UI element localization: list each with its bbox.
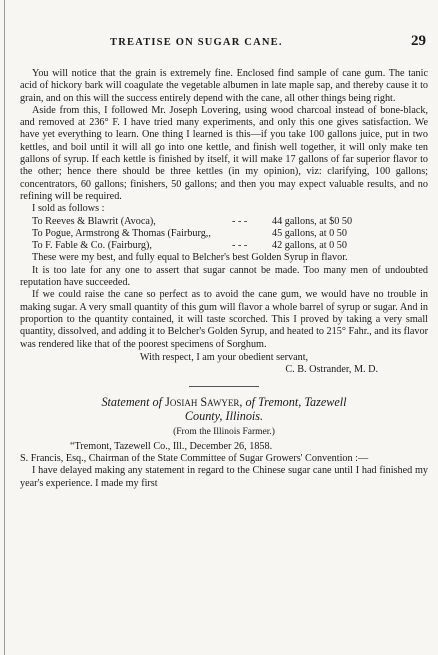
running-header [0, 33, 438, 55]
paragraph-too-late: It is too late for any one to assert that sugar cannot be made. Too many men of undoubted reputation have succeeded. [20, 264, 428, 289]
sale-leader: - - - [232, 215, 248, 227]
statement-opening: I have delayed making any statement in regard to the Chinese sugar cane until I had finished my year's experience. I made my first [20, 465, 428, 489]
sale-leader: - - - [232, 240, 248, 252]
paragraph-grain: You will notice that the grain is extremely fine. Enclosed find sample of cane gum. The tanic acid of hickory bark will coagulate the vegetable albumen in late maple sap, and thereby cause it to grain, and on this will the success entirely depend with the cane, all other things being right. [20, 68, 428, 104]
statement-author-name: Josiah Sawyer, [165, 395, 243, 410]
sale-row [20, 228, 428, 240]
page-number: 29 [411, 33, 426, 49]
statement-title-prefix: Statement of [101, 395, 163, 410]
statement-source: (From the Illinois Farmer.) [173, 427, 275, 438]
signature: C. B. Ostrander, M. D. [285, 364, 378, 376]
statement-title [20, 395, 428, 423]
sale-buyer: To Pogue, Armstrong & Thomas (Fairburg,, [32, 227, 211, 239]
sale-amount: 45 gallons, at 0 50 [272, 227, 347, 239]
sale-buyer: To Reeves & Blawrit (Avoca), [32, 215, 156, 227]
sale-buyer: To F. Fable & Co. (Fairburg), [32, 240, 152, 252]
sale-amount: 44 gallons, at $0 50 [272, 215, 353, 227]
sale-row [20, 240, 428, 252]
closing-line: With respect, I am your obedient servant, [139, 351, 309, 363]
section-divider [189, 386, 259, 387]
statement-title-mid: of Tremont, Tazewell [245, 395, 347, 410]
running-title: TREATISE ON SUGAR CANE. [110, 37, 283, 48]
statement-dateline: “Tremont, Tazewell Co., Ill., December 26, 1858. [70, 440, 273, 452]
sale-row [20, 216, 428, 228]
sales-list [20, 216, 428, 253]
statement-salutation: S. Francis, Esq., Chairman of the State Committee of Sugar Growers' Convention :— [20, 453, 369, 465]
paragraph-best: These were my best, and fully equal to Belcher's best Golden Syrup in flavor. [32, 252, 348, 264]
body-text [20, 68, 428, 490]
paragraph-sold-intro: I sold as follows : [32, 203, 105, 215]
paragraph-experiments: Aside from this, I followed Mr. Joseph Lovering, using wood charcoal instead of bone-black, and removed at 236° F. I have tried many experiments, and only this one gives satisfaction. We have yet everything to learn. One thing I learned is this—if you take 100 gallons juice, put in two kettles, and boil until it will all go into one kettle, and finish well together, it will only make ten gallons of syrup. If each kettle is finished by itself, it will make 17 gallons of far superior flavor to the other; hence there should be three kettles (in my opinion), viz: clarifying, 100 gallons; concentrators, 60 gallons; finishers, 50 gallons; and then you may expect valuable results, and no refining will be required. [20, 104, 428, 202]
statement-title-end: County, Illinois. [184, 409, 264, 424]
paragraph-cane-gum: If we could raise the cane so perfect as to avoid the cane gum, we would have no trouble in making sugar. A very small quantity of this gum will flavor a whole barrel of syrup or sugar. And in proportion to the quantity contained, it will taste scorched. This I proved by taking a very small quantity, dissolved, and adding it to Belcher's Golden Syrup, and heated to 215° Fahr., and its flavor was rendered like that of the poorest specimens of Sorghum. [20, 289, 428, 350]
sale-amount: 42 gallons, at 0 50 [272, 240, 347, 252]
page-edge-line [4, 0, 5, 655]
